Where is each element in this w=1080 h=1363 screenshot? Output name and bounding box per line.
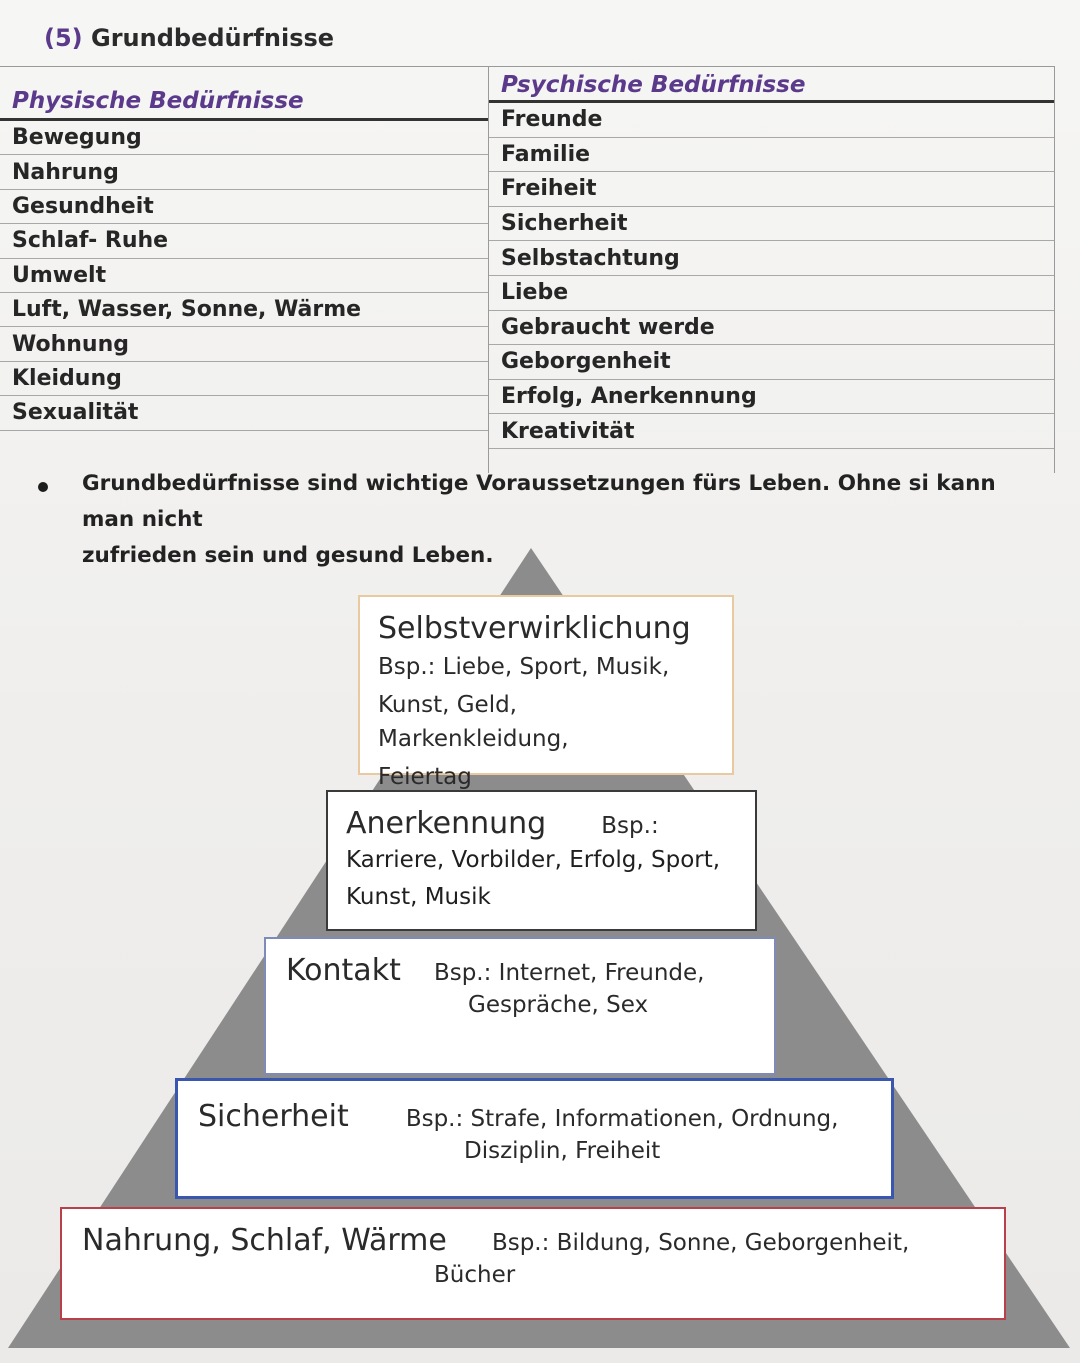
statement-line: zufrieden sein und gesund Leben. bbox=[82, 543, 494, 568]
level-title: Anerkennung bbox=[346, 806, 547, 841]
psychological-need-item: Geborgenheit bbox=[489, 345, 1054, 380]
psychological-need-item: Erfolg, Anerkennung bbox=[489, 380, 1054, 415]
level-examples: Bsp.: Internet, Freunde, bbox=[433, 960, 705, 986]
psychological-needs-header: Psychische Bedürfnisse bbox=[489, 67, 1054, 103]
pyramid-level-recognition bbox=[326, 790, 757, 931]
psychological-need-item: Selbstachtung bbox=[489, 241, 1054, 276]
section-title: Grundbedürfnisse bbox=[91, 24, 335, 52]
psychological-need-item: Freiheit bbox=[489, 172, 1054, 207]
physical-need-item: Bewegung bbox=[0, 121, 488, 155]
pyramid-level-basic-needs bbox=[60, 1207, 1006, 1320]
psychological-need-item: Kreativität bbox=[489, 414, 1054, 449]
level-title: Sicherheit bbox=[198, 1099, 349, 1134]
statement-line: Grundbedürfnisse sind wichtige Voraussetzungen fürs Leben. Ohne si kann man nicht bbox=[82, 471, 996, 532]
bullet-icon bbox=[38, 482, 48, 492]
physical-need-item: Luft, Wasser, Sonne, Wärme bbox=[0, 293, 488, 327]
needs-table bbox=[0, 66, 1055, 473]
level-examples: Kunst, Musik bbox=[346, 884, 491, 910]
level-examples: Disziplin, Freiheit bbox=[464, 1138, 661, 1164]
physical-needs-header: Physische Bedürfnisse bbox=[0, 67, 488, 121]
physical-need-item: Schlaf- Ruhe bbox=[0, 224, 488, 258]
level-examples: Bsp.: Bildung, Sonne, Geborgenheit, bbox=[491, 1230, 910, 1256]
section-heading bbox=[44, 24, 334, 52]
psychological-need-item: Freunde bbox=[489, 103, 1054, 138]
pyramid-level-contact bbox=[264, 937, 776, 1075]
physical-need-item: Gesundheit bbox=[0, 190, 488, 224]
psychological-need-item: Familie bbox=[489, 138, 1054, 173]
psychological-need-item: Sicherheit bbox=[489, 207, 1054, 242]
level-title: Selbstverwirklichung bbox=[378, 611, 691, 646]
level-examples: Gespräche, Sex bbox=[468, 992, 649, 1018]
psychological-need-item: Gebraucht werde bbox=[489, 311, 1054, 346]
level-examples: Feiertag bbox=[378, 764, 472, 790]
physical-needs-column bbox=[0, 67, 489, 473]
pyramid-level-self-actualization bbox=[358, 595, 734, 790]
level-examples: Karriere, Vorbilder, Erfolg, Sport, bbox=[346, 847, 721, 873]
physical-need-item: Nahrung bbox=[0, 155, 488, 189]
physical-need-item: Sexualität bbox=[0, 396, 488, 430]
psychological-needs-column bbox=[489, 67, 1054, 449]
level-title: Kontakt bbox=[286, 953, 401, 988]
section-number: (5) bbox=[44, 24, 83, 52]
pyramid-level-security bbox=[175, 1078, 894, 1199]
level-examples: Bücher bbox=[434, 1262, 516, 1288]
physical-need-item: Wohnung bbox=[0, 327, 488, 361]
level-examples: Bsp.: Strafe, Informationen, Ordnung, bbox=[405, 1106, 839, 1132]
psychological-need-item: Liebe bbox=[489, 276, 1054, 311]
level-title: Nahrung, Schlaf, Wärme bbox=[82, 1223, 447, 1258]
level-examples: Kunst, Geld, Markenkleidung, bbox=[378, 692, 569, 752]
level-examples: Bsp.: Liebe, Sport, Musik, bbox=[378, 654, 670, 680]
physical-need-item: Umwelt bbox=[0, 259, 488, 293]
physical-need-item: Kleidung bbox=[0, 362, 488, 396]
level-examples-prefix: Bsp.: bbox=[601, 813, 659, 839]
